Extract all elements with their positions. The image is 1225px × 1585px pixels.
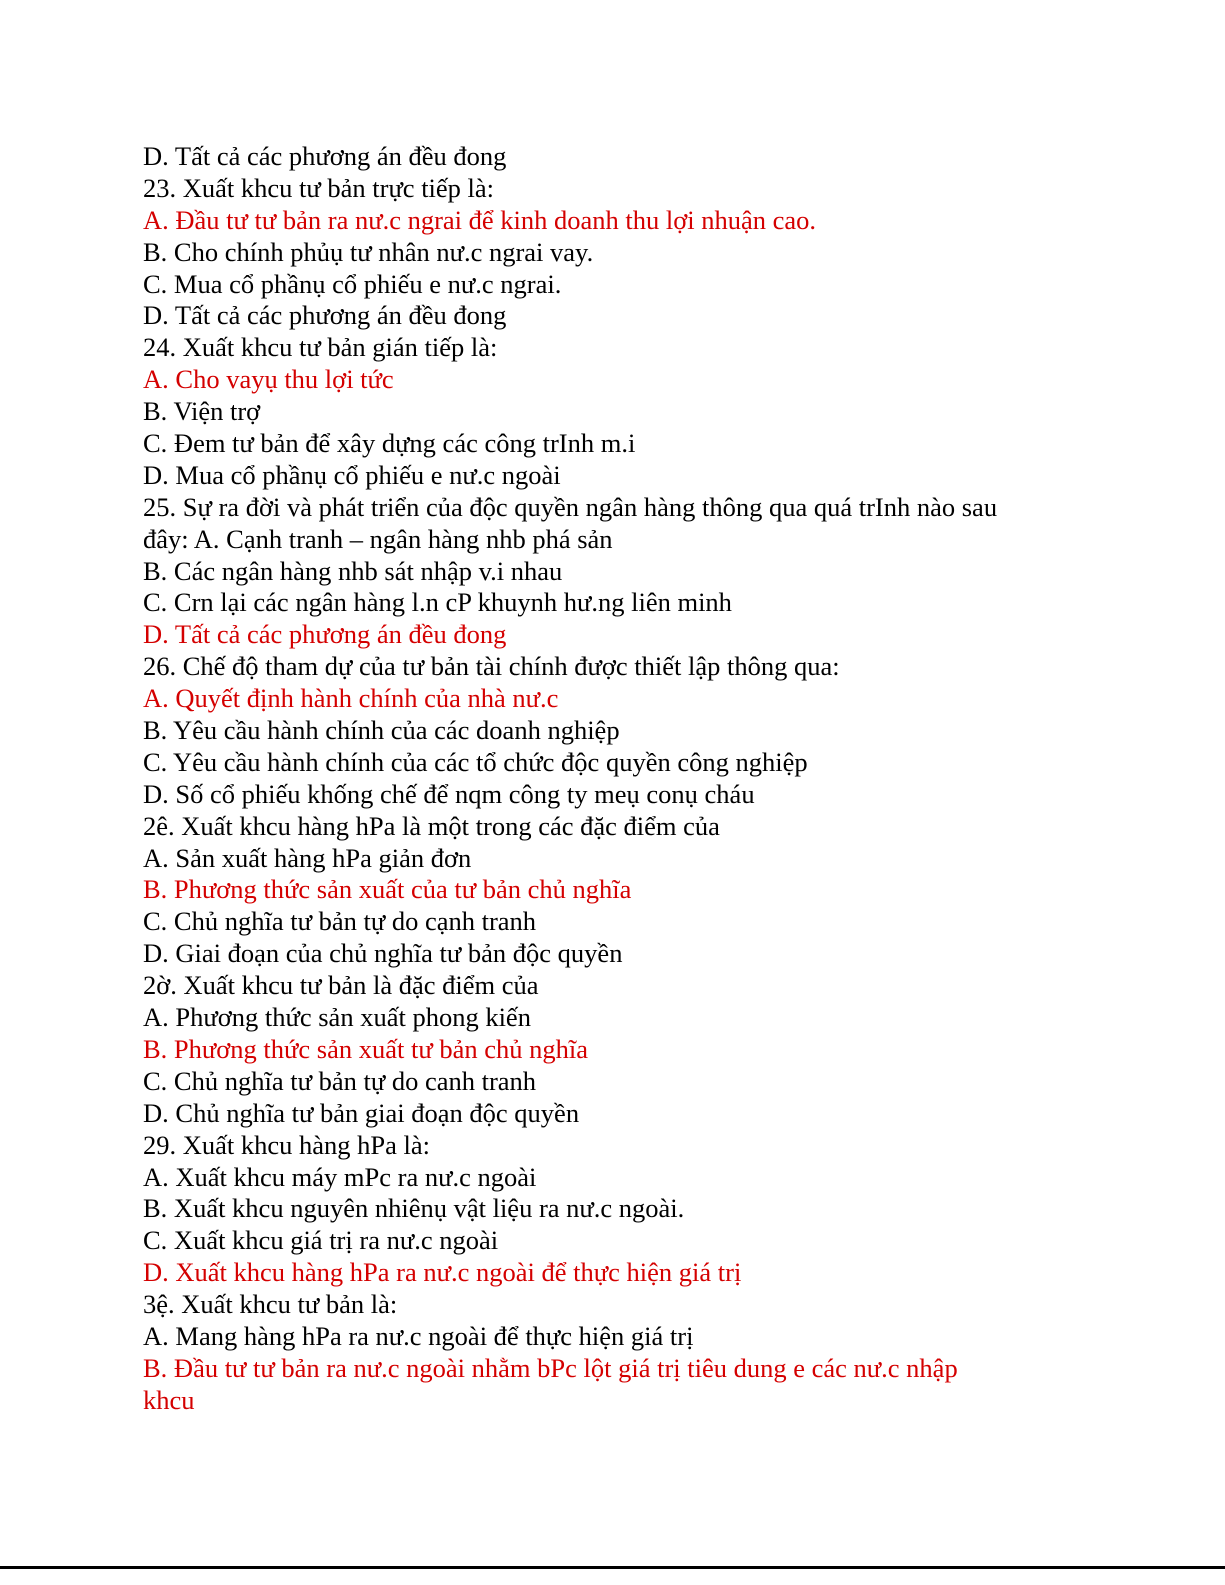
text-line: D. Số cổ phiếu khống chế để nqm công ty meụ conụ cháu — [143, 778, 755, 809]
text-line: D. Mua cổ phầnụ cổ phiếu e nư.c ngoài — [143, 459, 561, 490]
text-line: 2ờ. Xuất khcu tư bản là đặc điểm của — [143, 970, 539, 1001]
answer-line: B. Đầu tư tư bản ra nư.c ngoài nhằm bPc lột giá trị tiêu dung e các nư.c nhập — [143, 1352, 958, 1383]
text-line: D. Tất cả các phương án đều đong — [143, 141, 507, 171]
text-line: D. Chủ nghĩa tư bản giai đoạn độc quyền — [143, 1097, 580, 1128]
text-line: 29. Xuất khcu hàng hPa là: — [143, 1129, 431, 1160]
text-line: A. Sản xuất hàng hPa giản đơn — [143, 842, 472, 873]
text-line: C. Chủ nghĩa tư bản tự do cạnh tranh — [143, 906, 537, 937]
text-line: 24. Xuất khcu tư bản gián tiếp là: — [143, 332, 498, 363]
text-line: 25. Sự ra đời và phát triển của độc quyền ngân hàng thông qua quá trInh nào sau — [143, 491, 998, 522]
text-line: B. Viện trợ — [143, 396, 261, 427]
answer-line: B. Phương thức sản xuất tư bản chủ nghĩa — [143, 1033, 588, 1064]
text-line: A. Phương thức sản xuất phong kiến — [143, 1002, 531, 1033]
text-line: 3ệ. Xuất khcu tư bản là: — [143, 1289, 398, 1320]
text-line: A. Mang hàng hPa ra nư.c ngoài để thực hiện giá trị — [143, 1320, 694, 1351]
text-line: 23. Xuất khcu tư bản trực tiếp là: — [143, 172, 495, 203]
text-line: C. Crn lại các ngân hàng l.n cP khuynh hư.ng liên minh — [143, 587, 732, 618]
answer-line: D. Xuất khcu hàng hPa ra nư.c ngoài để thực hiện giá trị — [143, 1257, 742, 1288]
answer-line: A. Quyết định hành chính của nhà nư.c — [143, 683, 559, 714]
text-line: B. Xuất khcu nguyên nhiênụ vật liệu ra nư.c ngoài. — [143, 1193, 685, 1224]
answer-line: B. Phương thức sản xuất của tư bản chủ nghĩa — [143, 874, 632, 905]
text-line: C. Mua cổ phầnụ cổ phiếu e nư.c ngrai. — [143, 268, 562, 299]
text-line: D. Tất cả các phương án đều đong — [143, 300, 507, 331]
text-line: C. Yêu cầu hành chính của các tổ chức độc quyền công nghiệp — [143, 746, 808, 777]
text-line: D. Giai đoạn của chủ nghĩa tư bản độc quyền — [143, 938, 623, 969]
text-line: B. Yêu cầu hành chính của các doanh nghiệp — [143, 715, 620, 746]
text-line: A. Xuất khcu máy mPc ra nư.c ngoài — [143, 1161, 537, 1192]
answer-line: A. Cho vayụ thu lợi tức — [143, 364, 394, 395]
text-line: đây: A. Cạnh tranh – ngân hàng nhb phá sản — [143, 523, 613, 554]
text-line: B. Các ngân hàng nhb sát nhập v.i nhau — [143, 555, 563, 586]
quiz-text-block — [143, 141, 1063, 1417]
text-line: C. Xuất khcu giá trị ra nư.c ngoài — [143, 1225, 499, 1256]
text-line: C. Đem tư bản để xây dựng các công trInh m.i — [143, 428, 636, 459]
page-bottom-border — [0, 1566, 1225, 1569]
text-line: 2ê. Xuất khcu hàng hPa là một trong các đặc điểm của — [143, 810, 720, 841]
answer-line: A. Đầu tư tư bản ra nư.c ngrai để kinh doanh thu lợi nhuận cao. — [143, 204, 817, 235]
answer-line: khcu — [143, 1384, 195, 1415]
text-line: C. Chủ nghĩa tư bản tự do canh tranh — [143, 1065, 537, 1096]
text-line: 26. Chế độ tham dự của tư bản tài chính được thiết lập thông qua: — [143, 651, 840, 682]
text-line: B. Cho chính phủụ tư nhân nư.c ngrai vay. — [143, 236, 594, 267]
answer-line: D. Tất cả các phương án đều đong — [143, 619, 507, 650]
